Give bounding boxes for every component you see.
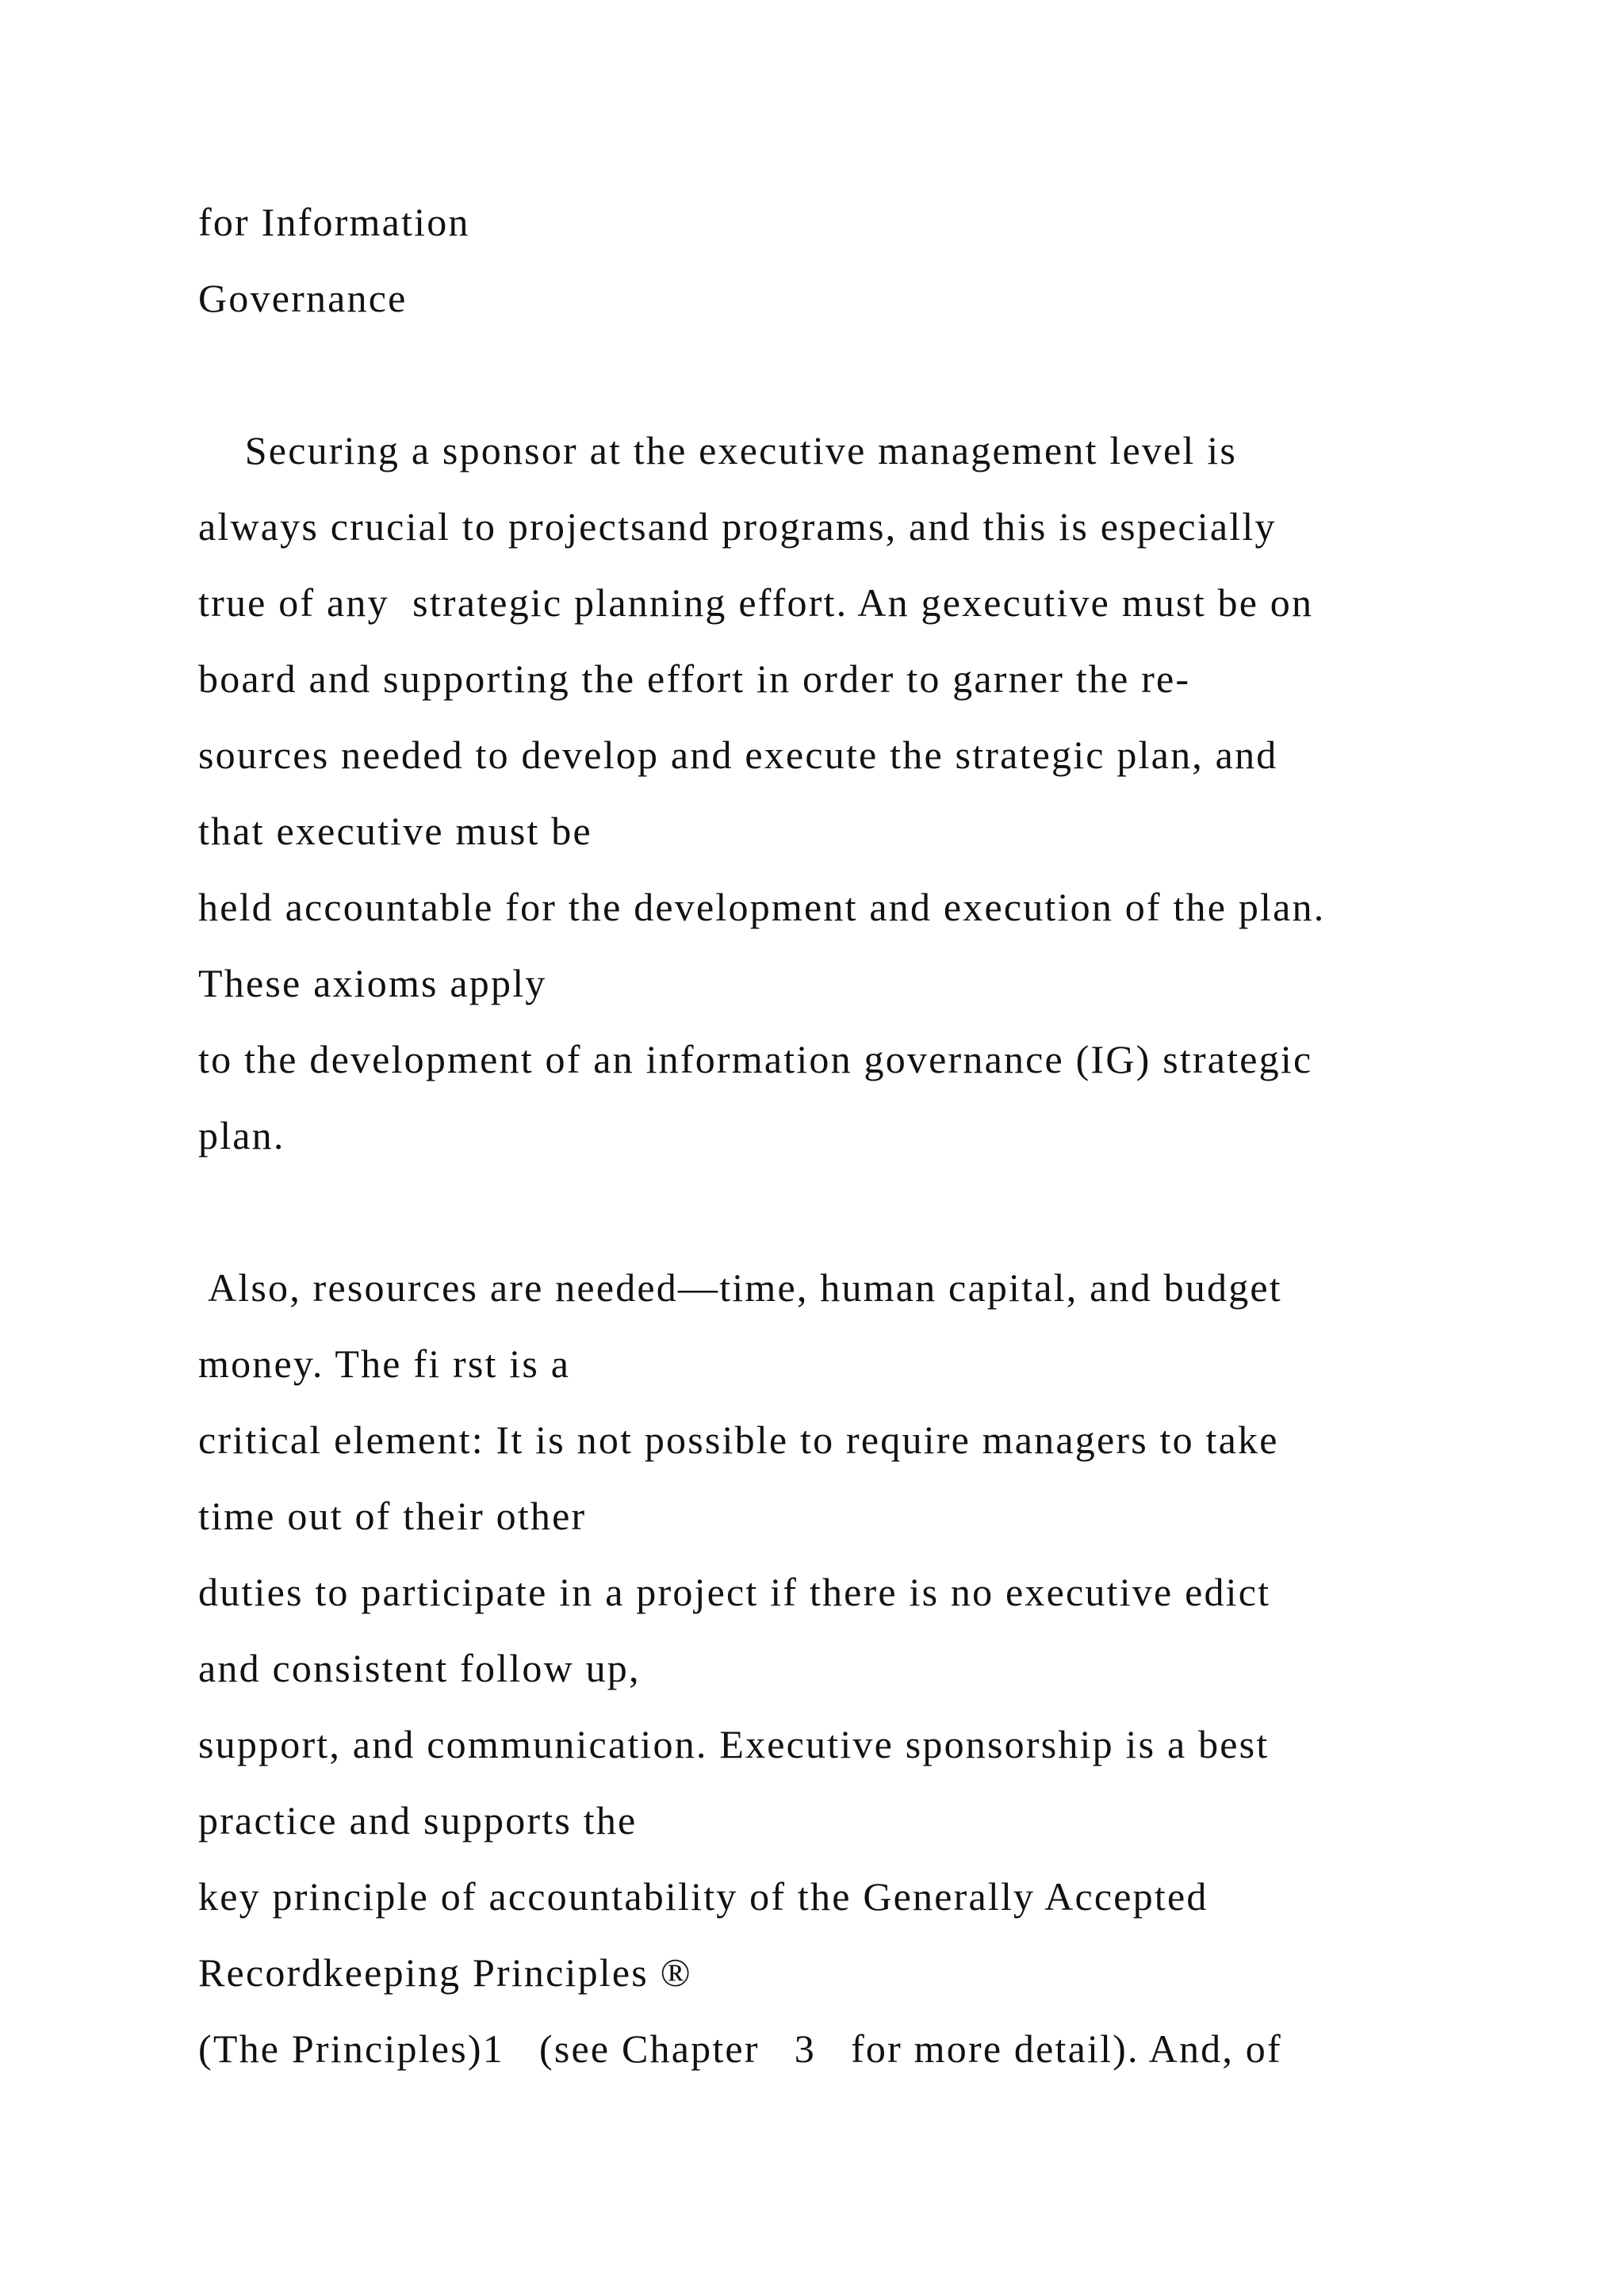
paragraph-1-line: plan. [198,1113,285,1158]
paragraph-2-line: duties to participate in a project if there is no executive edict [198,1570,1271,1614]
paragraph-1-line: to the development of an information governance (IG) strategic [198,1037,1313,1081]
paragraph-2-line: critical element: It is not possible to require managers to take [198,1418,1279,1462]
paragraph-1 [198,412,1546,1173]
paragraph-1-line: sources needed to develop and execute the strategic plan, and [198,733,1278,777]
paragraph-2-line: and consistent follow up, [198,1646,641,1690]
paragraph-1-line: These axioms apply [198,961,547,1005]
paragraph-2-line: practice and supports the [198,1798,638,1843]
paragraph-2-line: key principle of accountability of the Generally Accepted [198,1874,1208,1919]
paragraph-2-line: (The Principles)1 (see Chapter 3 for more detail). And, of [198,2026,1282,2071]
paragraph-1-line: true of any strategic planning effort. An gexecutive must be on [198,580,1314,625]
paragraph-1-line: Securing a sponsor at the executive management level is [198,428,1237,473]
paragraph-1-line: that executive must be [198,809,592,853]
paragraph-2-line: money. The fi rst is a [198,1341,571,1386]
document-body [198,184,1546,2087]
heading-line-2: Governance [198,276,408,320]
paragraph-gap [198,336,1546,412]
heading-line-1: for Information [198,200,470,244]
paragraph-gap [198,1173,1546,1249]
paragraph-2-line: Also, resources are needed—time, human capital, and budget [198,1265,1282,1310]
paragraph-1-line: always crucial to projectsand programs, and this is especially [198,504,1277,549]
paragraph-2-line: support, and communication. Executive sponsorship is a best [198,1722,1270,1766]
paragraph-1-line: board and supporting the effort in order to garner the re- [198,656,1191,701]
paragraph-2-line: Recordkeeping Principles ® [198,1950,692,1995]
paragraph-2 [198,1249,1546,2087]
paragraph-1-line: held accountable for the development and execution of the plan. [198,885,1326,929]
paragraph-2-line: time out of their other [198,1494,587,1538]
